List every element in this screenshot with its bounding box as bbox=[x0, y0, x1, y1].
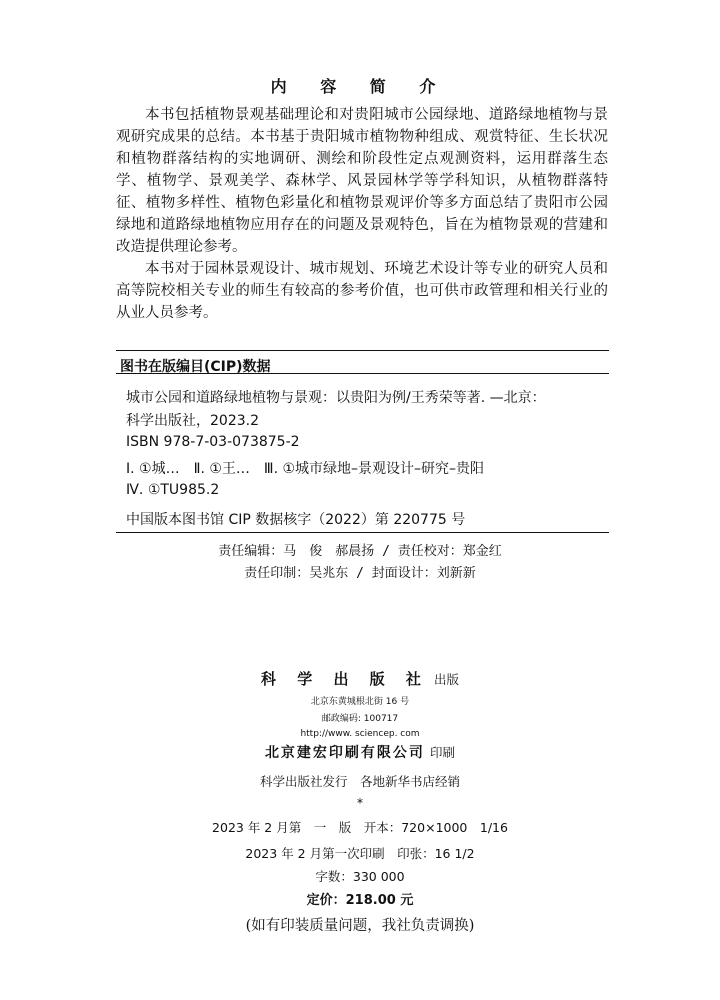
price-line: 定价：218.00 元 bbox=[306, 893, 414, 908]
printer-suffix: 印刷 bbox=[430, 745, 456, 760]
credits-line-editors: 责任编辑：马 俊 郝晨扬 / 责任校对：郑金红 bbox=[218, 544, 502, 559]
credits-line-production: 责任印制：吴兆东 / 封面设计：刘新新 bbox=[244, 566, 476, 581]
publisher-suffix: 出版 bbox=[433, 672, 459, 687]
cip-line: Ⅳ. ①TU985.2 bbox=[126, 482, 220, 498]
publisher-postcode: 邮政编码: 100717 bbox=[321, 714, 399, 724]
publisher-name: 科 学 出 版 社 bbox=[261, 670, 429, 688]
edition-line: 2023 年 2 月第 一 版 开本：720×1000 1/16 bbox=[212, 820, 508, 835]
credits-block bbox=[0, 541, 720, 585]
publisher-website: http://www. sciencep. com bbox=[300, 729, 420, 739]
publisher-address: 北京东黄城根北街 16 号 bbox=[310, 697, 410, 707]
separator-star: * bbox=[356, 795, 364, 810]
cip-line: 科学出版社，2023.2 bbox=[126, 413, 259, 429]
cip-line: 中国版本图书馆 CIP 数据核字（2022）第 220775 号 bbox=[126, 512, 466, 528]
cip-heading-rule bbox=[116, 373, 609, 374]
cip-line: 城市公园和道路绿地植物与景观：以贵阳为例/王秀荣等著. —北京： bbox=[126, 390, 546, 406]
distribution-line: 科学出版社发行 各地新华书店经销 bbox=[259, 774, 460, 789]
intro-paragraph: 本书包括植物景观基础理论和对贵阳城市公园绿地、道路绿地植物与景观研究成果的总结。本书基于贵阳城市植物物种组成、观赏特征、生长状况和植物群落结构的实地调研、测绘和阶段性定点观测资料，运用群落生态学、植物学、景观美学、森林学、风景园林学等学科知识，从植物群落特征、植物多样性、植物色彩量化和植物景观评价等多方面总结了贵阳市公园绿地和道路绿地植物应用存在的问题及景观特色，旨在为植物景观的营建和改造提供理论参考。 bbox=[116, 107, 608, 255]
cip-top-rule bbox=[116, 350, 609, 351]
printing-line: 2023 年 2 月第一次印刷 印张：16 1/2 bbox=[245, 846, 475, 861]
cip-line: Ⅰ. ①城… Ⅱ. ①王… Ⅲ. ①城市绿地–景观设计–研究–贵阳 bbox=[126, 461, 485, 477]
printer-name: 北京建宏印刷有限公司 bbox=[264, 745, 425, 761]
wordcount-line: 字数：330 000 bbox=[315, 869, 405, 884]
publisher-line bbox=[0, 668, 720, 689]
printer-line bbox=[0, 742, 720, 762]
quality-note: (如有印装质量问题，我社负责调换) bbox=[245, 918, 475, 934]
intro-title: 内 容 简 介 bbox=[270, 77, 450, 96]
cip-line: ISBN 978-7-03-073875-2 bbox=[126, 434, 300, 450]
cip-heading: 图书在版编目(CIP)数据 bbox=[120, 359, 271, 375]
intro-text bbox=[116, 104, 608, 324]
intro-paragraph: 本书对于园林景观设计、城市规划、环境艺术设计等专业的研究人员和高等院校相关专业的师生有较高的参考价值，也可供市政管理和相关行业的从业人员参考。 bbox=[116, 261, 608, 321]
cip-bottom-rule bbox=[116, 532, 609, 533]
